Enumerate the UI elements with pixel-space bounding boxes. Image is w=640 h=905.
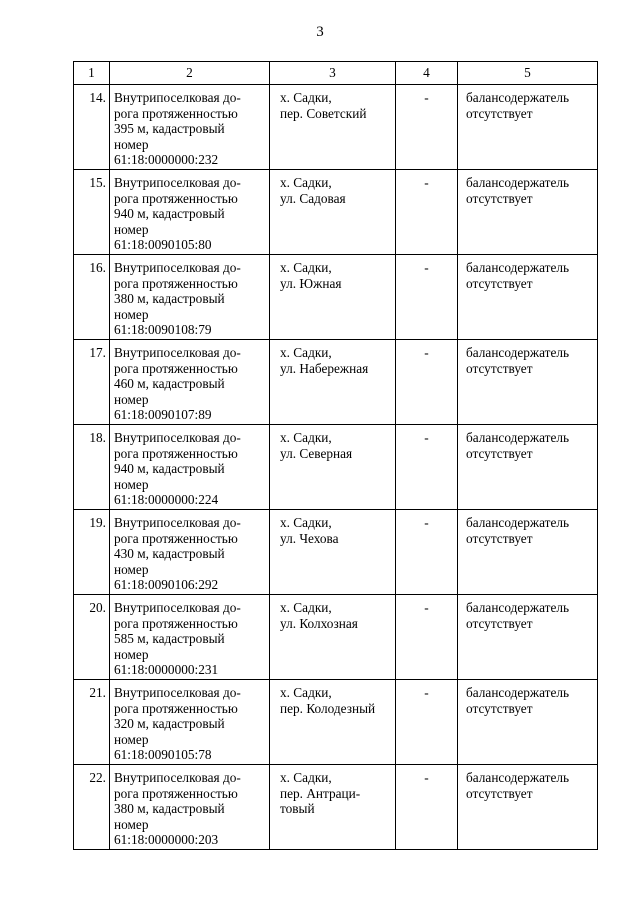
row-number: 18.: [89, 430, 106, 445]
description-line: Внутрипоселковая до-: [114, 600, 241, 615]
table-row: [74, 680, 598, 765]
holder-cell: [458, 680, 598, 765]
description-line: 585 м, кадастровый: [114, 631, 225, 646]
holder-line: отсутствует: [466, 360, 533, 376]
description-line: 380 м, кадастровый: [114, 801, 225, 816]
holder-line: балансодержатель: [466, 430, 570, 445]
description-line: рога протяженностью: [114, 105, 238, 121]
holder-line: отсутствует: [466, 445, 533, 461]
table-row: [74, 595, 598, 680]
address-cell: [270, 340, 396, 425]
holder-line: отсутствует: [466, 700, 533, 716]
description-cell: [110, 765, 270, 850]
holder-line: балансодержатель: [466, 345, 570, 360]
row-number: 16.: [89, 260, 106, 275]
description-cell: [110, 340, 270, 425]
holder-line: балансодержатель: [466, 260, 570, 275]
description-line: номер: [114, 816, 149, 832]
description-line: 430 м, кадастровый: [114, 546, 225, 561]
description-line: рога протяженностью: [114, 190, 238, 206]
header-cell-2: 2: [110, 62, 270, 85]
column4-cell: [396, 425, 458, 510]
address-line: пер. Антраци-: [280, 785, 361, 801]
table-row: [74, 510, 598, 595]
column4-value: -: [424, 430, 429, 445]
description-line: номер: [114, 391, 149, 407]
description-line: 61:18:0090108:79: [114, 322, 212, 337]
description-line: номер: [114, 221, 149, 237]
column4-value: -: [424, 90, 429, 105]
column4-cell: [396, 510, 458, 595]
row-number-cell: [74, 85, 110, 170]
column4-value: -: [424, 770, 429, 785]
column4-value: -: [424, 685, 429, 700]
holder-line: балансодержатель: [466, 600, 570, 615]
address-line: ул. Южная: [280, 275, 342, 291]
description-line: 61:18:0090107:89: [114, 407, 212, 422]
header-cell-5: 5: [458, 62, 598, 85]
description-line: номер: [114, 136, 149, 152]
page-number: 3: [316, 24, 324, 40]
description-line: 61:18:0000000:203: [114, 832, 219, 847]
column4-cell: [396, 680, 458, 765]
description-line: Внутрипоселковая до-: [114, 770, 241, 785]
holder-line: отсутствует: [466, 785, 533, 801]
holder-cell: [458, 510, 598, 595]
description-line: Внутрипоселковая до-: [114, 175, 241, 190]
address-line: х. Садки,: [280, 600, 332, 615]
header-cell-4: 4: [396, 62, 458, 85]
holder-line: балансодержатель: [466, 515, 570, 530]
address-cell: [270, 510, 396, 595]
description-line: 380 м, кадастровый: [114, 291, 225, 306]
address-line: х. Садки,: [280, 430, 332, 445]
registry-table: [73, 61, 598, 850]
description-line: номер: [114, 646, 149, 662]
row-number: 21.: [89, 685, 106, 700]
holder-line: балансодержатель: [466, 175, 570, 190]
holder-line: отсутствует: [466, 275, 533, 291]
holder-cell: [458, 765, 598, 850]
row-number-cell: [74, 255, 110, 340]
address-line: пер. Колодезный: [280, 700, 376, 716]
address-line: х. Садки,: [280, 770, 332, 785]
description-cell: [110, 680, 270, 765]
address-cell: [270, 425, 396, 510]
description-line: Внутрипоселковая до-: [114, 90, 241, 105]
address-cell: [270, 255, 396, 340]
holder-line: отсутствует: [466, 190, 533, 206]
holder-line: балансодержатель: [466, 90, 570, 105]
address-line: х. Садки,: [280, 175, 332, 190]
description-line: 61:18:0000000:224: [114, 492, 219, 507]
row-number: 22.: [89, 770, 106, 785]
holder-cell: [458, 425, 598, 510]
address-cell: [270, 85, 396, 170]
address-line: ул. Садовая: [280, 190, 346, 206]
table-row: [74, 765, 598, 850]
address-line: х. Садки,: [280, 90, 332, 105]
address-line: х. Садки,: [280, 345, 332, 360]
table-row: [74, 85, 598, 170]
column4-cell: [396, 340, 458, 425]
description-line: рога протяженностью: [114, 615, 238, 631]
row-number-cell: [74, 510, 110, 595]
holder-cell: [458, 255, 598, 340]
description-line: 61:18:0090105:80: [114, 237, 212, 252]
row-number-cell: [74, 765, 110, 850]
address-cell: [270, 680, 396, 765]
row-number: 17.: [89, 345, 106, 360]
address-cell: [270, 765, 396, 850]
column4-cell: [396, 765, 458, 850]
row-number: 14.: [89, 90, 106, 105]
row-number: 15.: [89, 175, 106, 190]
description-line: рога протяженностью: [114, 275, 238, 291]
address-line: х. Садки,: [280, 685, 332, 700]
description-line: рога протяженностью: [114, 530, 238, 546]
row-number: 20.: [89, 600, 106, 615]
description-line: 320 м, кадастровый: [114, 716, 225, 731]
holder-line: отсутствует: [466, 530, 533, 546]
row-number-cell: [74, 680, 110, 765]
header-row: [74, 62, 598, 85]
row-number-cell: [74, 595, 110, 680]
description-line: 460 м, кадастровый: [114, 376, 225, 391]
header-cell-3: 3: [270, 62, 396, 85]
description-line: 61:18:0090105:78: [114, 747, 212, 762]
address-line: ул. Северная: [280, 445, 353, 461]
table-row: [74, 255, 598, 340]
address-line: товый: [280, 801, 315, 816]
description-line: номер: [114, 306, 149, 322]
description-line: рога протяженностью: [114, 785, 238, 801]
row-number-cell: [74, 340, 110, 425]
column4-cell: [396, 255, 458, 340]
description-line: 61:18:0000000:232: [114, 152, 219, 167]
column4-value: -: [424, 345, 429, 360]
description-cell: [110, 510, 270, 595]
description-cell: [110, 425, 270, 510]
column4-value: -: [424, 260, 429, 275]
description-cell: [110, 255, 270, 340]
table-row: [74, 425, 598, 510]
description-line: 940 м, кадастровый: [114, 461, 225, 476]
description-line: 61:18:0000000:231: [114, 662, 219, 677]
description-line: рога протяженностью: [114, 700, 238, 716]
address-line: ул. Колхозная: [280, 615, 358, 631]
column4-value: -: [424, 600, 429, 615]
holder-line: балансодержатель: [466, 770, 570, 785]
description-line: Внутрипоселковая до-: [114, 260, 241, 275]
holder-line: отсутствует: [466, 615, 533, 631]
description-cell: [110, 85, 270, 170]
header-cell-1: 1: [74, 62, 110, 85]
row-number-cell: [74, 170, 110, 255]
row-number-cell: [74, 425, 110, 510]
column4-cell: [396, 595, 458, 680]
description-line: Внутрипоселковая до-: [114, 515, 241, 530]
address-line: пер. Советский: [280, 105, 367, 121]
description-line: рога протяженностью: [114, 360, 238, 376]
address-cell: [270, 595, 396, 680]
description-cell: [110, 595, 270, 680]
holder-cell: [458, 170, 598, 255]
column4-cell: [396, 170, 458, 255]
address-line: ул. Набережная: [280, 360, 369, 376]
column4-value: -: [424, 175, 429, 190]
table-row: [74, 340, 598, 425]
address-line: х. Садки,: [280, 260, 332, 275]
description-line: Внутрипоселковая до-: [114, 430, 241, 445]
holder-cell: [458, 340, 598, 425]
description-line: номер: [114, 476, 149, 492]
description-line: Внутрипоселковая до-: [114, 345, 241, 360]
description-line: 940 м, кадастровый: [114, 206, 225, 221]
holder-line: отсутствует: [466, 105, 533, 121]
column4-value: -: [424, 515, 429, 530]
address-cell: [270, 170, 396, 255]
column4-cell: [396, 85, 458, 170]
description-line: номер: [114, 561, 149, 577]
description-line: рога протяженностью: [114, 445, 238, 461]
description-line: 61:18:0090106:292: [114, 577, 219, 592]
holder-cell: [458, 85, 598, 170]
holder-line: балансодержатель: [466, 685, 570, 700]
description-line: Внутрипоселковая до-: [114, 685, 241, 700]
address-line: ул. Чехова: [280, 530, 339, 546]
description-line: номер: [114, 731, 149, 747]
address-line: х. Садки,: [280, 515, 332, 530]
holder-cell: [458, 595, 598, 680]
description-line: 395 м, кадастровый: [114, 121, 225, 136]
row-number: 19.: [89, 515, 106, 530]
description-cell: [110, 170, 270, 255]
table-row: [74, 170, 598, 255]
